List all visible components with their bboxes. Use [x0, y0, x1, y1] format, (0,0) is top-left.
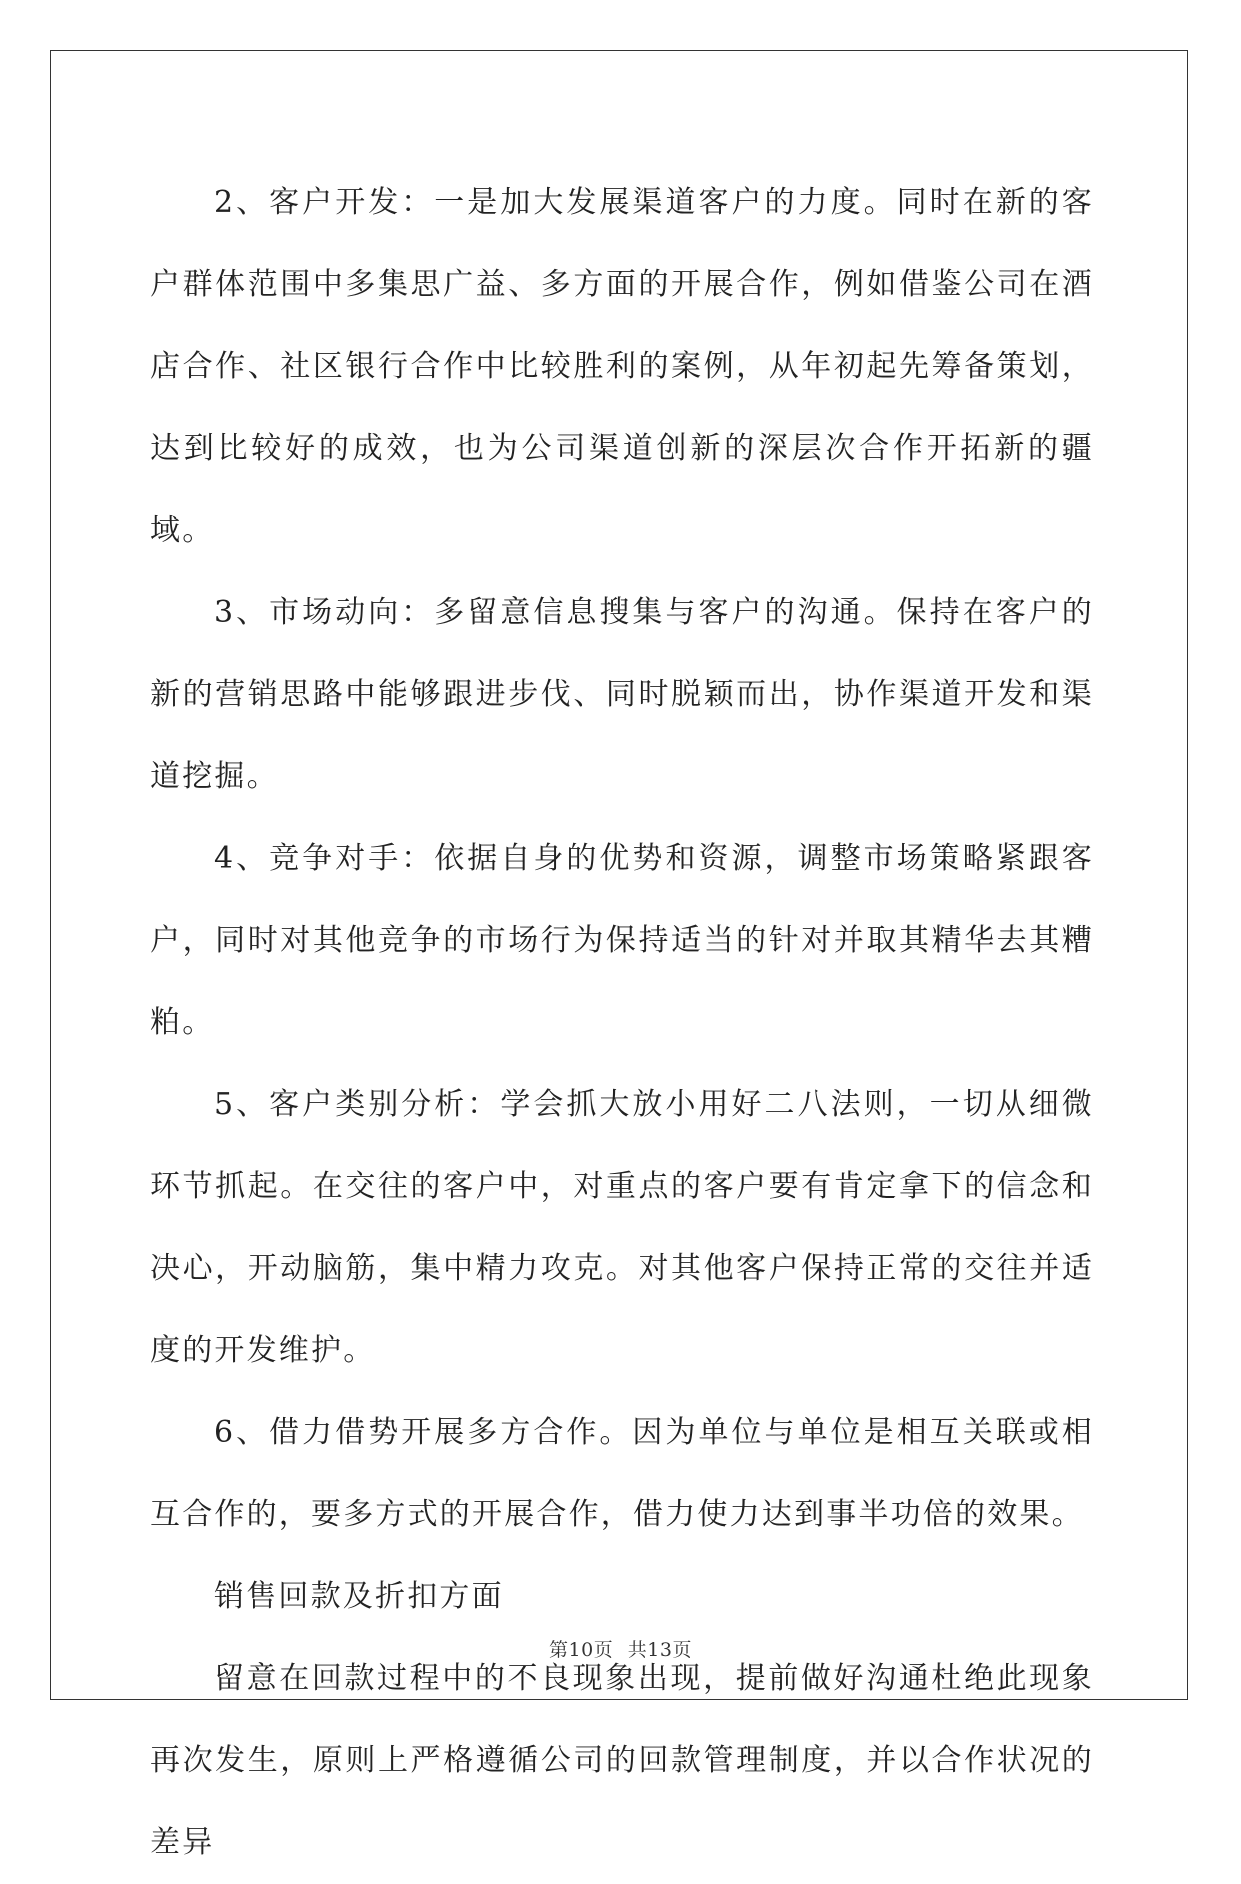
section-heading: 销售回款及折扣方面 [214, 1579, 504, 1614]
page-number: 第10页 [549, 1639, 614, 1661]
paragraph-market-trends: 3、市场动向：多留意信息搜集与客户的沟通。保持在客户的新的营销思路中能够跟进步伐、同时脱颖而出，协作渠道开发和渠道挖掘。 [150, 595, 1094, 794]
page-footer [0, 1635, 1241, 1662]
document-body [150, 162, 1094, 1884]
paragraph-customer-development: 2、客户开发：一是加大发展渠道客户的力度。同时在新的客户群体范围中多集思广益、多方面的开展合作，例如借鉴公司在酒店合作、社区银行合作中比较胜利的案例，从年初起先筹备策划，达到比较好的成效，也为公司渠道创新的深层次合作开拓新的疆域。 [150, 185, 1094, 548]
page-total: 共13页 [627, 1639, 692, 1661]
paragraph-customer-analysis: 5、客户类别分析：学会抓大放小用好二八法则，一切从细微环节抓起。在交往的客户中，对重点的客户要有肯定拿下的信念和决心，开动脑筋，集中精力攻克。对其他客户保持正常的交往并适度的开发维护。 [150, 1087, 1094, 1368]
paragraph-cooperation: 6、借力借势开展多方合作。因为单位与单位是相互关联或相互合作的，要多方式的开展合作，借力使力达到事半功倍的效果。 [150, 1415, 1094, 1532]
paragraph-competitors: 4、竞争对手：依据自身的优势和资源，调整市场策略紧跟客户，同时对其他竞争的市场行为保持适当的针对并取其精华去其糟粕。 [150, 841, 1094, 1040]
paragraph-payment-collection: 留意在回款过程中的不良现象出现，提前做好沟通杜绝此现象再次发生，原则上严格遵循公司的回款管理制度，并以合作状况的差异 [150, 1661, 1094, 1860]
